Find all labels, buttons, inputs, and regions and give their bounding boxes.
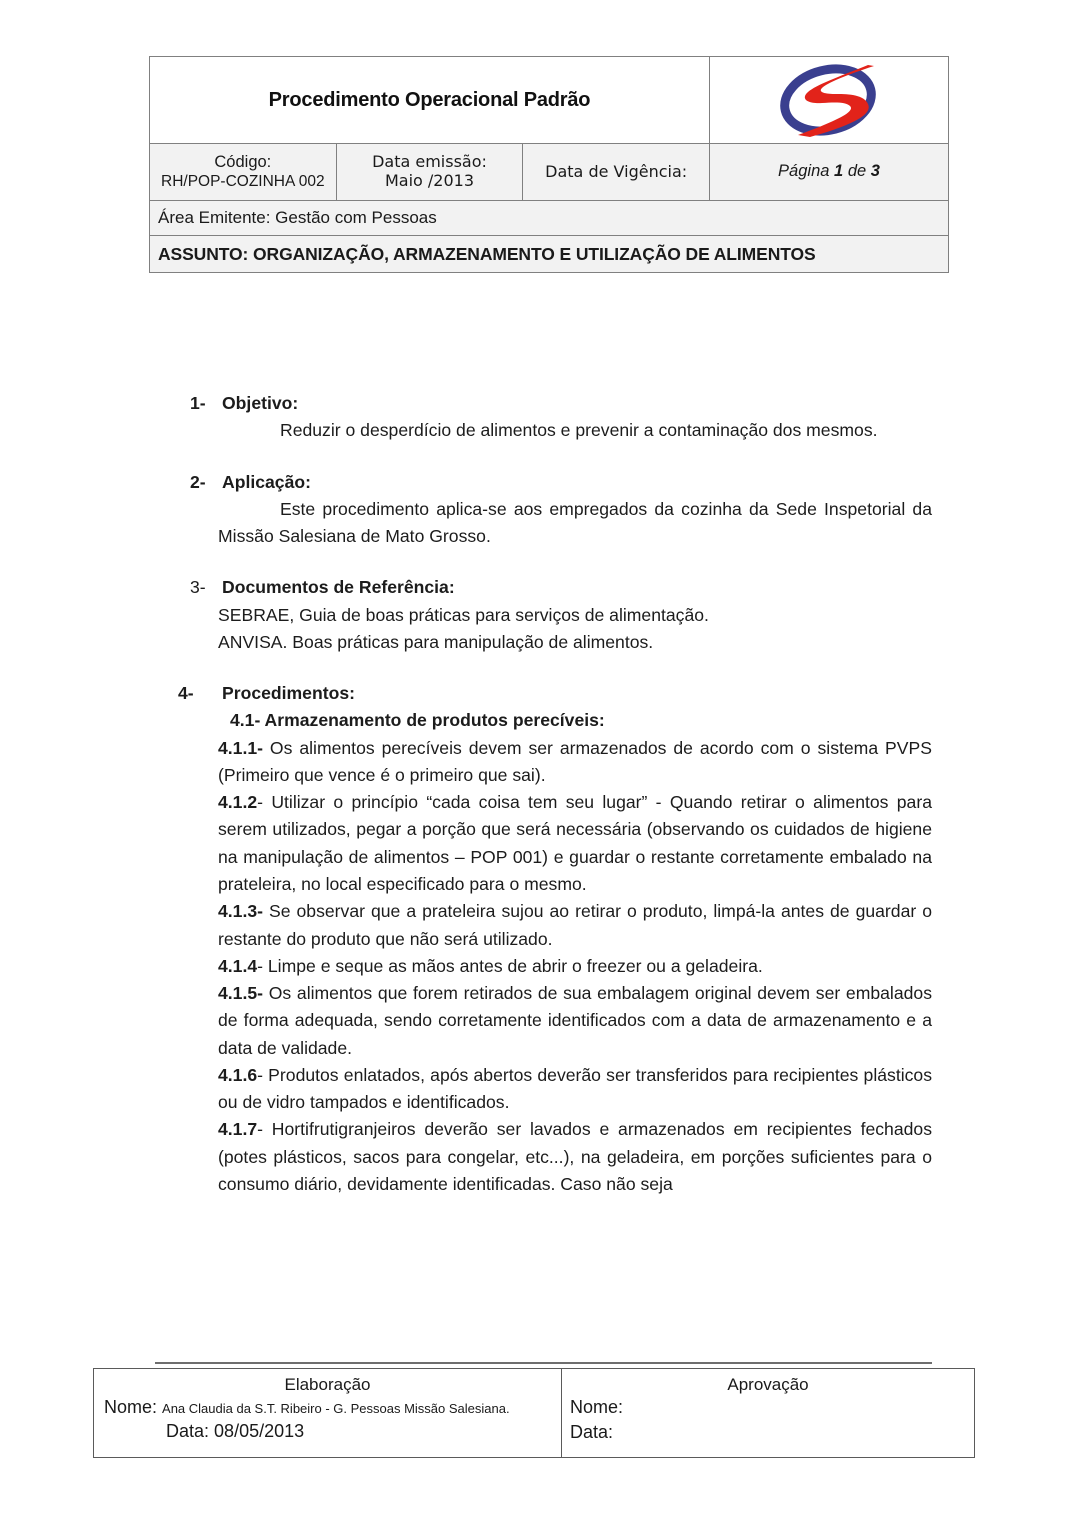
page-number: Página 1 de 3 <box>778 162 880 181</box>
clause-4-1-4-text: - Limpe e seque as mãos antes de abrir o freezer ou a geladeira. <box>257 955 763 976</box>
reference-item-1: SEBRAE, Guia de boas práticas para serviços de alimentação. <box>218 604 709 625</box>
clause-4-1-4 <box>218 953 932 980</box>
elaboracao-nome-label: Nome: <box>104 1397 158 1417</box>
section-1-title: Objetivo: <box>222 393 299 413</box>
data-emissao-label: Data emissão: <box>372 152 487 172</box>
clause-4-1-2 <box>218 789 932 898</box>
clause-4-1-3-number: 4.1.3- <box>218 901 263 922</box>
document-header-table <box>149 56 949 273</box>
aprovacao-cell <box>562 1369 975 1458</box>
elaboracao-data-line <box>94 1419 561 1443</box>
section-1-number: 1- <box>190 393 206 413</box>
header-row-area <box>150 201 949 236</box>
clause-4-1-6-number: 4.1.6 <box>218 1064 258 1085</box>
data-vigencia-label: Data de Vigência: <box>545 161 688 181</box>
section-2-heading <box>190 469 932 496</box>
clause-4-1-4-number: 4.1.4 <box>218 955 258 976</box>
aprovacao-data-label: Data: <box>570 1422 614 1443</box>
aprovacao-nome-label: Nome: <box>570 1397 624 1417</box>
signature-table <box>93 1368 975 1458</box>
clause-4-1-1-text: Os alimentos perecíveis devem ser armazenados de acordo com o sistema PVPS (Primeiro que vence é o primeiro que sai). <box>218 737 932 785</box>
footer-divider-rule <box>155 1362 932 1364</box>
salesian-s-logo <box>710 57 948 143</box>
clause-4-1-6-text: - Produtos enlatados, após abertos deverão ser transferidos para recipientes plásticos ou de vidro tampados e identificados. <box>218 1064 932 1113</box>
clause-4-1-7-text: - Hortifrutigranjeiros deverão ser lavados e armazenados em recipientes fechados (potes plásticos, sacos para congelar, etc...), na geladeira, em porções suficientes para o consumo diário, devidamente identificadas. Caso não seja <box>218 1119 932 1194</box>
area-emitente-cell: Área Emitente: Gestão com Pessoas <box>150 201 949 236</box>
section-2-number: 2- <box>190 471 206 492</box>
section-4-number: 4- <box>178 683 194 704</box>
salesian-s-logo-icon <box>764 61 894 139</box>
section-4-title: Procedimentos: <box>222 683 355 704</box>
header-row-assunto <box>150 236 949 273</box>
elaboracao-data-label: Data: <box>166 1421 210 1442</box>
reference-item-2: ANVISA. Boas práticas para manipulação de alimentos. <box>218 631 654 652</box>
data-vigencia-cell <box>523 144 710 201</box>
elaboracao-heading: Elaboração <box>284 1375 371 1394</box>
aprovacao-heading: Aprovação <box>727 1375 809 1394</box>
clause-4-1-1-number: 4.1.1- <box>218 737 263 758</box>
section-1-paragraph: Reduzir o desperdício de alimentos e prevenir a contaminação dos mesmos. <box>280 420 878 441</box>
data-emissao-cell <box>336 144 523 201</box>
header-row-title <box>150 57 949 144</box>
elaboracao-data-value: 08/05/2013 <box>214 1421 305 1442</box>
section-1-heading <box>190 390 932 417</box>
section-2-paragraph: Este procedimento aplica-se aos empregados da cozinha da Sede Inspetorial da Missão Salesiana de Mato Grosso. <box>218 498 932 547</box>
clause-4-1-3-text: Se observar que a prateleira sujou ao retirar o produto, limpá-la antes de guardar o restante do produto que não será utilizado. <box>218 901 932 949</box>
section-3-number: 3- <box>190 577 206 598</box>
codigo-cell <box>150 144 337 201</box>
codigo-label: Código: <box>214 153 272 172</box>
clause-4-1-6 <box>218 1062 932 1117</box>
clause-4-1-7-number: 4.1.7 <box>218 1119 258 1140</box>
clause-4-1-2-text: - Utilizar o princípio “cada coisa tem seu lugar” - Quando retirar o alimentos para serem utilizados, pegar a porção que será necessária (observando os cuidados de higiene na manipulação de alimentos – POP 001) e guardar o restante corretamente embalado na prateleira, no local especificado para o mesmo. <box>218 792 932 894</box>
section-3-heading <box>190 574 932 601</box>
document-body <box>178 390 932 1198</box>
elaboracao-nome-value: Ana Claudia da S.T. Ribeiro - G. Pessoas Missão Salesiana. <box>162 1401 510 1416</box>
codigo-value: RH/POP-COZINHA 002 <box>161 172 325 190</box>
section-4-heading <box>178 680 932 707</box>
elaboracao-cell <box>94 1369 562 1458</box>
clause-4-1-7 <box>218 1116 932 1198</box>
clause-4-1-2-number: 4.1.2 <box>218 792 258 813</box>
data-emissao-value: Maio /2013 <box>384 171 474 190</box>
section-3-title: Documentos de Referência: <box>222 577 455 598</box>
page-title: Procedimento Operacional Padrão <box>268 88 591 111</box>
doc-title-cell <box>150 57 710 144</box>
elaboracao-nome-line <box>94 1395 561 1419</box>
clause-4-1-5-text: Os alimentos que forem retirados de sua embalagem original devem ser embalados de forma adequada, sendo corretamente identificados com a data de armazenamento e a data de validade. <box>218 983 932 1058</box>
clause-4-1-1 <box>218 735 932 790</box>
pagina-cell <box>710 144 949 201</box>
assunto-cell: ASSUNTO: ORGANIZAÇÃO, ARMAZENAMENTO E UTILIZAÇÃO DE ALIMENTOS <box>150 236 949 273</box>
section-4-1-heading: 4.1- Armazenamento de produtos perecíveis: <box>230 710 605 731</box>
header-row-meta <box>150 144 949 201</box>
signature-row <box>94 1369 975 1458</box>
logo-cell <box>710 57 949 144</box>
section-2-title: Aplicação: <box>222 471 311 492</box>
clause-4-1-3 <box>218 898 932 953</box>
clause-4-1-5 <box>218 980 932 1062</box>
clause-4-1-5-number: 4.1.5- <box>218 983 263 1004</box>
